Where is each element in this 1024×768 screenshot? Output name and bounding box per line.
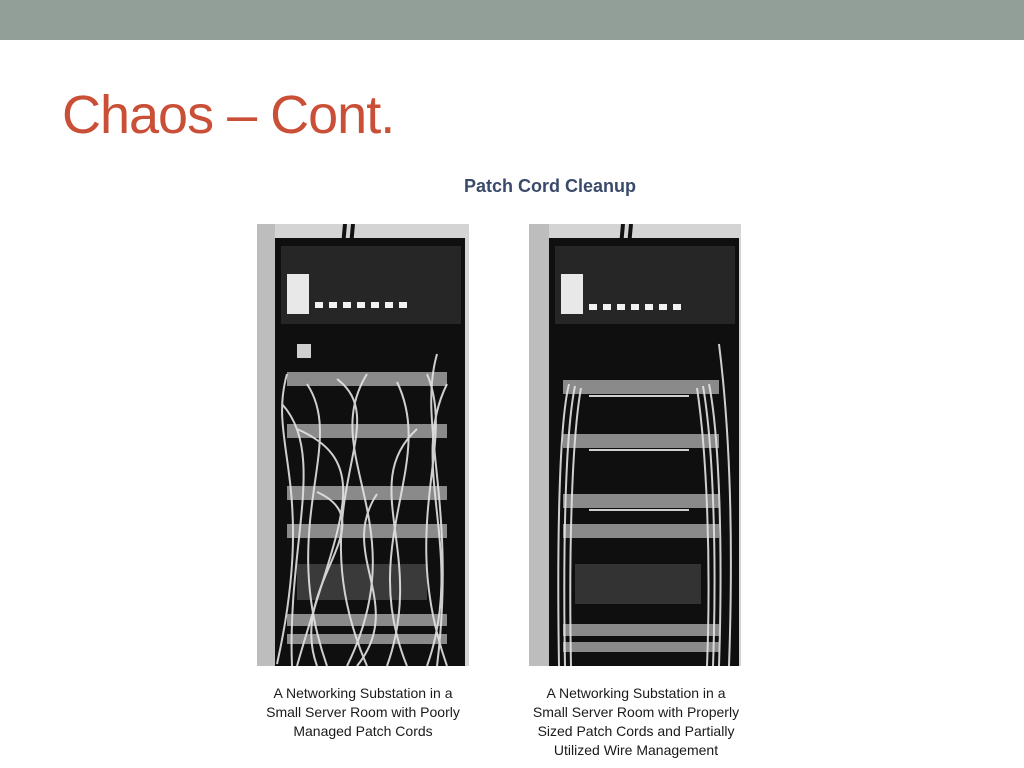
caption-right-line: A Networking Substation in a [546,685,726,701]
figure-title: Patch Cord Cleanup [463,176,637,196]
caption-right-line: Utilized Wire Management [553,742,719,758]
caption-left-line: Managed Patch Cords [293,723,433,739]
caption-right-line: Sized Patch Cords and Partially [537,723,735,739]
photo-messy-rack [257,224,469,666]
caption-left-line: A Networking Substation in a [273,685,453,701]
top-accent-bar [0,0,1024,40]
caption-right [516,684,756,760]
slide-title: Chaos – Cont. [62,85,395,145]
caption-left [243,684,483,741]
photo-tidy-rack [529,224,741,666]
caption-right-line: Small Server Room with Properly [532,704,740,720]
caption-left-line: Small Server Room with Poorly [266,704,460,720]
